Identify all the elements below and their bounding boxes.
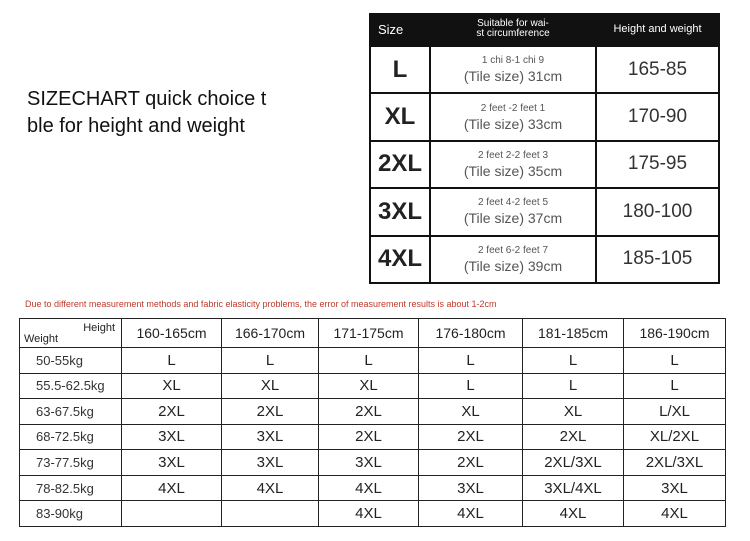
size-cell: 2XL [319, 424, 419, 450]
size-label: XL [370, 93, 430, 140]
waist-cell [430, 141, 596, 188]
size-cell: L [419, 373, 523, 399]
size-cell: 4XL [419, 501, 523, 527]
weight-label: 50-55kg [20, 348, 122, 374]
size-cell: XL [523, 399, 624, 425]
table-row [20, 475, 726, 501]
header-waist: Suitable for wai- st circumference [476, 18, 550, 39]
size-cell: 4XL [122, 475, 222, 501]
waist-feet: 2 feet 4-2 feet 5 [477, 197, 549, 209]
size-row [370, 188, 719, 235]
height-header: 160-165cm [122, 319, 222, 348]
waist-feet: 2 feet 6-2 feet 7 [477, 244, 549, 256]
height-weight-value: 180-100 [596, 188, 719, 235]
page-title [27, 86, 289, 140]
waist-cell [430, 93, 596, 140]
height-header: 171-175cm [319, 319, 419, 348]
size-cell: 4XL [319, 501, 419, 527]
table-row [20, 399, 726, 425]
height-header: 186-190cm [624, 319, 726, 348]
size-cell: L [222, 348, 319, 374]
measurement-note: Due to different measurement methods and fabric elasticity problems, the error of measurement results is about 1-2cm [25, 299, 497, 309]
size-cell: L [523, 348, 624, 374]
size-cell: 3XL [222, 450, 319, 476]
title-line-2: ble for height and weight [27, 115, 245, 137]
header-corner [20, 319, 122, 348]
size-cell: XL [419, 399, 523, 425]
waist-tile: (Tile size) 37cm [463, 210, 563, 227]
height-weight-table [19, 318, 726, 527]
size-cell: L [419, 348, 523, 374]
size-label: 2XL [370, 141, 430, 188]
weight-label: 55.5-62.5kg [20, 373, 122, 399]
header-size: Size [378, 21, 404, 37]
title-line-1: SIZECHART quick choice t [27, 88, 267, 110]
table-row [20, 501, 726, 527]
waist-feet: 2 feet 2-2 feet 3 [477, 149, 549, 161]
size-cell: XL [122, 373, 222, 399]
height-weight-value: 185-105 [596, 236, 719, 283]
header-height-weight: Height and weight [613, 23, 702, 35]
size-row [370, 93, 719, 140]
size-table-header [370, 13, 719, 46]
size-cell: 2XL [122, 399, 222, 425]
size-cell: 2XL [419, 450, 523, 476]
height-weight-value: 170-90 [596, 93, 719, 140]
size-cell: L [624, 373, 726, 399]
size-cell: 3XL [122, 450, 222, 476]
size-cell [222, 501, 319, 527]
size-row [370, 141, 719, 188]
table-row [20, 348, 726, 374]
weight-label: 68-72.5kg [20, 424, 122, 450]
waist-feet: 1 chi 8-1 chi 9 [481, 55, 545, 67]
size-label: 4XL [370, 236, 430, 283]
size-cell: XL [222, 373, 319, 399]
corner-height-label: Height [83, 322, 115, 334]
size-cell: 3XL [419, 475, 523, 501]
size-label: L [370, 46, 430, 93]
waist-cell [430, 188, 596, 235]
size-cell: 3XL [624, 475, 726, 501]
size-cell: 2XL/3XL [523, 450, 624, 476]
size-cell: XL [319, 373, 419, 399]
table-row [20, 450, 726, 476]
size-cell: L [523, 373, 624, 399]
size-cell: L/XL [624, 399, 726, 425]
weight-label: 63-67.5kg [20, 399, 122, 425]
size-cell: XL/2XL [624, 424, 726, 450]
waist-feet: 2 feet -2 feet 1 [480, 102, 546, 114]
height-weight-value: 165-85 [596, 46, 719, 93]
height-header: 166-170cm [222, 319, 319, 348]
table-row [20, 373, 726, 399]
size-cell: L [624, 348, 726, 374]
size-cell: 2XL [419, 424, 523, 450]
size-cell: 2XL [222, 399, 319, 425]
size-cell: L [122, 348, 222, 374]
size-cell: 4XL [523, 501, 624, 527]
waist-tile: (Tile size) 33cm [463, 115, 563, 132]
waist-tile: (Tile size) 39cm [463, 257, 563, 274]
height-header: 181-185cm [523, 319, 624, 348]
waist-cell [430, 236, 596, 283]
size-row [370, 236, 719, 283]
size-cell: 2XL/3XL [624, 450, 726, 476]
size-cell: 2XL [319, 399, 419, 425]
height-header: 176-180cm [419, 319, 523, 348]
weight-label: 83-90kg [20, 501, 122, 527]
size-cell: L [319, 348, 419, 374]
size-label: 3XL [370, 188, 430, 235]
size-cell: 2XL [523, 424, 624, 450]
weight-label: 78-82.5kg [20, 475, 122, 501]
waist-tile: (Tile size) 31cm [463, 68, 563, 85]
hw-table-header [20, 319, 726, 348]
size-cell: 3XL/4XL [523, 475, 624, 501]
height-weight-value: 175-95 [596, 141, 719, 188]
size-cell: 3XL [222, 424, 319, 450]
size-cell: 3XL [319, 450, 419, 476]
weight-label: 73-77.5kg [20, 450, 122, 476]
size-cell [122, 501, 222, 527]
size-row [370, 46, 719, 93]
size-chart-table [369, 13, 720, 284]
fine-print-block [27, 150, 267, 190]
size-cell: 4XL [624, 501, 726, 527]
waist-cell [430, 46, 596, 93]
corner-weight-label: Weight [24, 333, 59, 345]
size-cell: 4XL [222, 475, 319, 501]
waist-tile: (Tile size) 35cm [463, 162, 563, 179]
size-cell: 3XL [122, 424, 222, 450]
table-row [20, 424, 726, 450]
size-cell: 4XL [319, 475, 419, 501]
